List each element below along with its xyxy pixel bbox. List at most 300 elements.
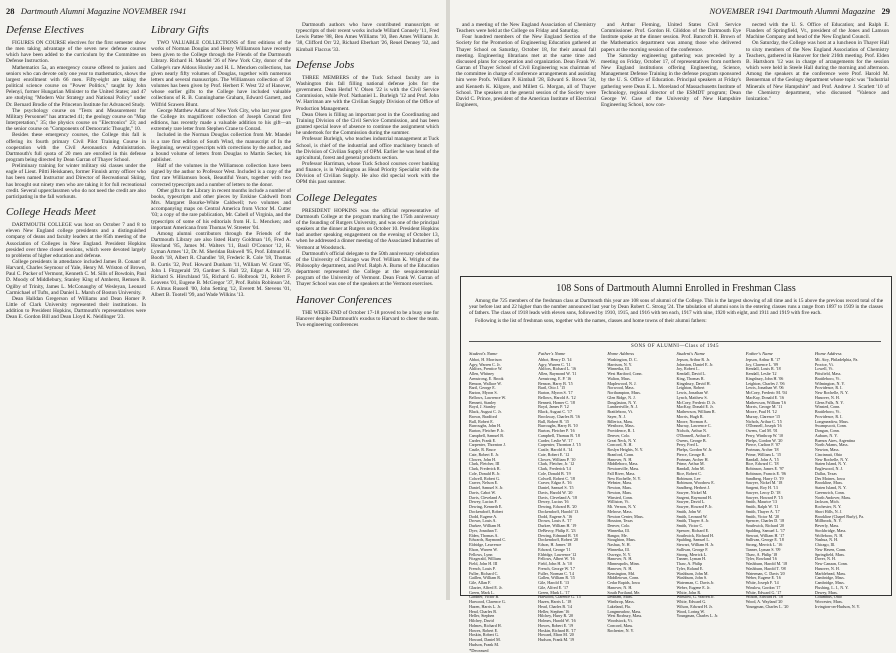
table-cell: Newtonville, Mass. [607, 466, 640, 471]
table-cell: Sayer, N. J. [607, 413, 627, 419]
table-cell: Pittsfield, Mass. [814, 371, 842, 376]
paragraph: Among the 725 members of the freshman class at Dartmouth this year are 108 sons of alumni of the College. This is the largest showing of all time and is 15 above the previous record total of the year before last and 22 higher than the number announced last year by Dean Robert C. Strong '24. The tabulation of alumni sons in the entering classes runs a range from 1897 to 1939 in the classes of fathers. The class of 1918 leads with eleven sons, followed by 1910, 1915, and 1916 with ten each, 1917 with nine, 1920 with eight, and 1911 and 1919 with five each. [469, 298, 883, 316]
table-cell: Minneapolis, Minn. [607, 561, 640, 566]
table-cell: Hazen, Harris L. Jr. [469, 603, 502, 609]
table-cell: Columbus, Ohio [814, 594, 842, 600]
table-cell: Providence, R. I. [607, 428, 635, 433]
table-cell: Newton, Mass. [814, 447, 840, 452]
table-cell: Cate, Robert E. Jr. [469, 451, 500, 457]
table-cell: Dockendorff, Robert [469, 508, 504, 514]
table-cell: Cole, Donald B. '19 [538, 470, 571, 476]
table-cell: Morris, Hugh R. [676, 413, 704, 419]
paragraph: Dartmouth authors who have contributed manuscripts or typescripts of their recent works include Willard Connely '11, Fred Lewis Pattee '88, Ben Ames Williams '10, Ben Ames Williams Jr. '38, Clifford Orr '22, Richard Eberhart '26, Reuel Denney '32, and Kimball Flaccus '33. [296, 22, 439, 53]
table-cell: Wilson, Edward H. Jr. [676, 603, 713, 609]
table-cell: Bennett, Stanley [469, 399, 497, 405]
table-cell: Burton, Fletcher P. Jr. [469, 428, 505, 433]
table-cell: Dallas, Texas [814, 470, 837, 476]
right-page-number: 29 [881, 6, 890, 16]
table-cell: Castle, R. Bruce [469, 447, 496, 452]
table-cell: Sullivan, George E. '18 [745, 537, 784, 543]
table-cell: Spalding, Samuel L. [676, 537, 710, 543]
table-cell: Harrison, N. Y. [607, 361, 633, 367]
table-cell: Holmes, Richard H. [469, 622, 502, 628]
table-cell: New Haven, Conn. [814, 546, 847, 552]
table-cell: Hanover, N. H. [814, 394, 840, 400]
table-cell: Elden, Thomas A. [469, 532, 499, 538]
table-cell: Joy, Clarence L. '09 [745, 361, 779, 367]
table-cell: Davis, Cleveland A. [469, 494, 502, 500]
table-cell: Daniel, Samuel S. '15 [538, 485, 574, 490]
table-cell: Clark, Frederick '14 [538, 466, 571, 471]
table-cell: Abbot, Henry D. '14 [538, 356, 572, 362]
table-cell: Stewart, William H. '17 [745, 532, 785, 538]
column-header: Student's Name [676, 351, 705, 356]
column-left-homes [607, 352, 673, 648]
table-cell: Kensington, Md. [607, 570, 635, 576]
table-cell: Lakeland, Fla. [607, 603, 631, 609]
table-cell: Brown, Bradford [469, 413, 497, 419]
table-cell: Dongan, Conn. [814, 428, 840, 433]
table-cell: Edward, George '11 [538, 546, 571, 552]
table-cell: Sawyer, Nickel M. [676, 489, 708, 495]
table-cell: Wilson, Edward H. '18 [745, 594, 783, 600]
table-cell: Colwell, Robert C. '18 [538, 475, 575, 481]
table-cell: Washburn, Harold T. '08 [745, 565, 786, 571]
table-cell: Field, John H. Jr. '10 [538, 561, 573, 566]
table-cell: Glen Ridge, N. J. [607, 394, 636, 400]
table-cell: Johnston, Daniel E. Jr. [676, 361, 714, 367]
left-page-number: 28 [6, 6, 15, 16]
table-cell: Castle, Harold A. '14 [538, 447, 573, 452]
table-cell: Auburn, N. Y. [814, 432, 838, 438]
table-cell: Tyler, Rowland '16 [745, 556, 777, 562]
table-cell: New Canaan, Conn. [814, 561, 848, 566]
table-cell: Dockendorff, Robert '20 [538, 537, 579, 543]
table-cell: Ahlfors, Prentice W. [469, 366, 503, 372]
table-cell: Woodstock, Vt. [607, 618, 633, 623]
table-cell: Winthrop, Mass. [607, 599, 635, 604]
table-cell: Irvington-on-Hudson, N. Y. [814, 603, 861, 609]
table-cell: Englewood, N. J. [814, 466, 844, 471]
table-cell: Southwick, Richard H. [676, 532, 715, 538]
paragraph: Dean Olsen is filling an important post in the Coordinating and Training Division of the Civil Service Commission, and has been granted special leave of absence to continue the assignment which he undertook for the Commission during the summer. [296, 111, 439, 137]
table-cell: Webster, Mass. [607, 480, 633, 486]
table-cell: Millbrook, N. Y. [814, 518, 842, 524]
table-cell: White, John R. [676, 589, 702, 595]
column-header: Home Address [814, 351, 842, 356]
table-cell: Des Moines, Iowa [814, 475, 845, 481]
table-cell: Dewey, Lucius '16 [538, 499, 569, 505]
table-cell: Dodd, Eugene A. '16 [538, 513, 573, 519]
table-cell: Houston, Texas [607, 518, 633, 524]
table-cell: Burroughs, Harry B. '10 [538, 423, 578, 429]
table-cell: Clark, Frederick R. [469, 466, 501, 471]
column-header: Father's Name [538, 351, 566, 356]
table-cell: Sandberg, Herbert J. [676, 485, 711, 490]
table-cell: Davis, Cabot W. [469, 489, 496, 495]
table-cell: Gaillen, William R. [469, 575, 502, 581]
table-cell: Smith, Ralph W. '11 [745, 504, 779, 509]
table-cell: Gardner, Victor B. [469, 594, 500, 600]
right-column-3 [746, 22, 889, 270]
table-cell: Fuller, Norman C. '14 [538, 570, 574, 576]
table-cell: Winsted, Conn. [607, 494, 633, 500]
list [815, 358, 881, 610]
table-cell: Weber, Eugene E. Jr. [676, 584, 711, 590]
table-cell: Newton, Mass. [607, 485, 633, 490]
table-cell: Rochester, N. Y. [607, 627, 634, 633]
paragraph: Preliminary training for winter military ski classes under the eagle of Lieut. Piltti Heiskanen, former Finnish army officer who has been named Instructor and Director of Recreational Skiing, has brought out ninety men who are taking it for full recreational credit. Several upperclassmen who do not need the credit are also participating in the fall workouts. [6, 163, 146, 200]
table-cell: Hanover, N. H. [607, 456, 633, 462]
table-cell: Hudson, Frank M. '19 [538, 637, 575, 642]
paragraph: DARTMOUTH COLLEGE was host on October 7 and 8 to eleven New England college presidents and a distinguished company of deans and faculty leaders at the 85th meeting of the Association of Colleges in New England. President Hopkins presided over three closed sessions, which were devoted largely to problems of higher education and defense. [6, 222, 146, 259]
table-cell: Cedar Rapids, Iowa [607, 580, 640, 585]
table-cell: Brockway, Charles B. '16 [538, 413, 580, 419]
table-cell: Providence, R. I. [814, 385, 843, 391]
table-cell: Wood, A. Wayland '20 [745, 599, 783, 604]
table-cell: Great Neck, N. Y. [607, 437, 637, 443]
table-cell: Burton, Fletcher P. '16 [538, 428, 575, 433]
table-cell: Heller, Stephen '16 [538, 608, 570, 614]
table-cell: Dewey, Lucius F. [469, 499, 498, 505]
heading-defense-electives: Defense Electives [6, 24, 84, 36]
table-cell: Brattleboro, Vt. [814, 375, 841, 381]
table-cell: Stewart, William H. Jr. [676, 542, 715, 547]
footnote-deceased: *Deceased [469, 647, 489, 653]
list [677, 358, 743, 619]
table-cell: North Andover, Mass. [814, 494, 852, 500]
table-cell: Dewing, Edmund R. '18 [538, 532, 578, 538]
paragraph: Mathematics 5a, an emergency course offered to juniors and seniors who can devote only one year to mathematics, shows the largest enrollment with 66 men. Fifty-eight are taking the political science course on "Power Politics," taught by John Pelenyi, former Hungarian Minister to the United States; and 47 are studying "Modern War Strategy and National Policy" under Dr. Bernard Brodie of the Princeton Institute for Advanced Study. [6, 64, 146, 108]
table-cell: Perry, Fred L. [676, 442, 700, 448]
table-cell: White, Edward G. [676, 599, 707, 604]
table-cell: Hudson, Frank M. [469, 641, 500, 647]
table-cell: Strong, Merrick L. '16 [745, 542, 783, 547]
table-cell: White, Edward G. '17 [745, 589, 782, 595]
paragraph: Professor Harriman, whose Tuck School courses cover banking and finance, is in Washington as Head Priority Specialist with the Division of Civilian Supply. He also did special work with the OPM this past summer. [296, 160, 439, 186]
table-cell: Melrose, Mass. [607, 508, 633, 514]
table-cell: Sandberg, Harry O. '19 [745, 475, 784, 481]
table-cell: Owens, Carl M. '01 [745, 428, 778, 433]
table-cell: Walton, Mass. [607, 375, 631, 381]
paragraph: College presidents in attendance included James B. Conant of Harvard, Charles Seymour of Yale, Henry M. Wriston of Brown, Paul C. Packer of Vermont, Kenneth C. M. Sills of Bowdoin, Paul D. Moody of Middlebury, Stanley King of Amherst, Remsen B. Ogilby of Trinity, James L. McConaughy of Wesleyan, Leonard Carmichael of Tufts, and Daniel L. Marsh of Boston University. [6, 259, 146, 296]
table-cell: Spalding, Samuel L. '17 [745, 527, 785, 533]
table-cell: DeBevoy, Philip E. '23 [538, 527, 576, 533]
table-cell: Newton Center, Mass. [607, 513, 644, 519]
left-column-1 [6, 22, 146, 596]
table-cell: Williston, Vt. [607, 499, 630, 505]
paragraph: nected with the U. S. Office of Education; and Ralph E. Flanders of Springfield, Vt., president of the Jones and Lamson Machine Company and head of the New England Council. [746, 22, 889, 41]
left-running-title: Dartmouth Alumni Magazine NOVEMBER 1941 [20, 6, 187, 16]
table-cell: O'Donnell, Joseph '16 [745, 423, 782, 429]
table-cell: Green, Mark L. '17 [538, 589, 570, 595]
paragraph: The Saturday engineering gathering was preceded by a meeting on Friday, October 17, of representatives from northern New England institutions offering Engineering, Science, Management Defense Training in the defense program sponsored by the U. S. Office of Education. Principal speakers at Friday's gathering were Dean E. L. Moreland of Massachusetts Institute of Technology, regional director of the ESMDT program; Dean George W. Case of the University of New Hampshire Engineering School, now con- [601, 52, 741, 109]
table-cell: Green, Mark L. [469, 589, 495, 595]
table-cell: North Adams, Mass. [814, 442, 849, 448]
table-cell: Cate, Robert E. '12 [538, 451, 570, 457]
right-column-2 [601, 22, 741, 270]
table-columns [469, 352, 881, 648]
table-cell: Denver, Colo. [607, 523, 631, 528]
table-cell: Lynch, Matthew S. [676, 394, 708, 400]
table-cell: O'Donnell, Arthur E. [676, 432, 711, 438]
left-column-3 [296, 22, 439, 596]
table-cell: Hanover, N. H. [814, 565, 840, 571]
table-cell: Brattleboro, Vt. [814, 409, 841, 414]
column-header: Father's Name [745, 351, 773, 356]
table-cell: Northampton, Mass. [607, 390, 641, 395]
table-cell: Spencer, Richard E. [676, 527, 710, 533]
table-cell: Eldridge, Lawrence [469, 542, 502, 547]
left-page [0, 0, 446, 600]
table-cell: New Rochelle, N. Y. [814, 390, 849, 395]
table-cell: Lewis, Jonathan W. [676, 390, 709, 395]
table-cell: Carpenter, Thornton J. '15 [538, 442, 581, 448]
table-cell: Randall, John A. '15 [745, 456, 779, 462]
table-cell: Smith, Victor M. '20 [745, 513, 780, 519]
table-cell: Cole, Donald B. Jr. [469, 470, 501, 476]
table-cell: Billerica, Mass. [607, 418, 634, 424]
table-cell: Fuller, Richard C. [469, 570, 499, 576]
column-left-students [469, 352, 535, 648]
table-cell: Nashua, N. H. [607, 542, 631, 547]
table-cell: Pierce, George R. [676, 451, 706, 457]
table-cell: Jepson, Arthur R. '17 [745, 356, 781, 362]
table-cell: Buenos Aires, Argentina [814, 437, 855, 443]
table-cell: Craver, Nelson E. [469, 480, 499, 486]
table-cell: Head, Charles B. '14 [538, 603, 572, 609]
table-cell: Waterman, C. Davis Jr. [676, 580, 715, 585]
table-cell: Sargent, Raymond H. [676, 494, 712, 500]
table-cell: Murray, Clarence '15 [745, 413, 781, 419]
paragraph: FIGURES ON COURSE electives for the first semester show the men taking advantage of the seven new defense courses which have been added to the curriculum by the Committee on Defense Instruction. [6, 40, 146, 65]
table-cell: Hanover, N. H. [607, 565, 633, 571]
right-running-title: NOVEMBER 1941 Dartmouth Alumni Magazine [709, 6, 876, 16]
table-cell: Campbell, Samuel B. [469, 432, 505, 438]
table-cell: Craver, Edgar A. '16 [538, 480, 572, 486]
table-cell: Portman, Archer '18 [745, 447, 779, 452]
table-cell: Hilchey, David [469, 618, 494, 623]
table-title: SONS OF ALUMNI—Class of 1945 [631, 344, 719, 349]
right-running-head [710, 6, 890, 16]
table-cell: Waterman, C. Davis '20 [745, 570, 785, 576]
table-cell: Robinson, Lee [676, 475, 701, 481]
table-cell: Leighton, Charles J. '06 [745, 380, 785, 386]
table-cell: Sawyer, David L. [676, 499, 706, 505]
table-cell: Howard, Elton M. '20 [538, 632, 574, 638]
table-cell: Glens Falls, N. Y. [814, 399, 844, 405]
table-cell: Gallen, William R. '15 [538, 575, 575, 581]
table-cell: Phelps, Gordon W. '20 [745, 437, 783, 443]
table-cell: Dewey, Mass. [814, 589, 838, 595]
table-cell: Springfield, Mass. [814, 551, 845, 557]
table-cell: Colwell, Robert G. [469, 475, 501, 481]
table-cell: Spencer, Charles D. '18 [745, 518, 785, 524]
table-cell: Rice, Robert C. [676, 470, 702, 476]
table-cell: Branford, Conn. [607, 451, 635, 457]
table-cell: Moore, Paul H. '12 [745, 409, 777, 414]
table-cell: Dyer, Jonathan T. [469, 527, 498, 533]
table-cell: Oswego, N. Y. [607, 551, 632, 557]
column-header: Home Address [607, 351, 635, 356]
table-cell: Smith, Maurice '13 [745, 499, 778, 505]
table-cell: White, Joseph F. '14 [745, 580, 779, 585]
table-cell: Owens, George B. [676, 437, 707, 443]
table-cell: Fellows, Lynn [469, 551, 493, 557]
table-cell: Winsted, Conn. [814, 404, 841, 410]
paragraph: Half of the volumes in the Williamson collection have been signed by the author to Professor West. Included is a copy of the first rare Williamson book, Beautiful Years, together with two corrected typescripts and a number of letters to the donor. [151, 163, 291, 188]
table-cell: Nichols, Arthur C. '15 [745, 418, 782, 424]
table-cell: Murray, Lawrence C. [676, 423, 712, 429]
table-cell: South Portland, Me. [607, 589, 641, 595]
table-cell: Glazier, Alfred E. Jr. [469, 584, 503, 590]
table-cell: Bull, Robert B. '15 [538, 418, 570, 424]
table-cell: Black, August C. Jr. [469, 409, 502, 414]
table-cell: Thaw, A. Philip '18 [745, 551, 778, 557]
table-cell: Carder, Leslie W. '17 [538, 437, 573, 443]
column-header: Student's Name [469, 351, 498, 356]
table-cell: Howes, Robert E. [469, 627, 499, 633]
table-cell: Prime, William L. '15 [745, 451, 782, 457]
table-cell: Gile, Alfred E. '17 [538, 584, 569, 590]
table-cell: Robinson, Woodrow E. [676, 480, 715, 486]
table-cell: Barton, Myron S. [469, 390, 498, 395]
table-cell: Kendall, David L. [676, 371, 707, 376]
alumni-sons-table [469, 341, 881, 653]
table-cell: Strong, Merrick L. [676, 551, 708, 557]
paragraph: Four hundred members of the New England Section of the Society for the Promotion of Engineering Education gathered at Thayer School on Saturday, October 18, for their annual fall meeting. Engineering librarians met at the same time and discussed plans for cooperation and organization. Dean Frank W. Garran of Thayer School of Civil Engineering was chairman of the committee in charge of conference arrangements and assisting him were Profs. William P. Kimball '28, Edward S. Brown '34, and Kenneth K. Kilgore, and Millett G. Morgan, all of Thayer School. The speakers at the general session of the Society were David C. Prince, president of the American Institute of Electrical Engineers, [456, 34, 596, 109]
table-cell: Elson, Warren W. [469, 546, 498, 552]
column-right-fathers [746, 352, 812, 648]
table-cell: Ahlfors, Richard L. '16 [538, 366, 577, 372]
table-cell: Clark, Fletcher, Jr. '12 [538, 461, 575, 467]
table-cell: Dewing, Kenneth E. [469, 504, 503, 509]
table-cell: Youngman, Charles L. '20 [745, 603, 789, 609]
table-cell: Lowell, Vt. [814, 366, 834, 372]
table-cell: King, Thomas R. [676, 375, 705, 381]
table-cell: New Rochelle, N. Y. [607, 475, 641, 481]
table-cell: Bellows, Harold A. '12 [538, 394, 576, 400]
table-cell: French, Louis P. [469, 565, 496, 571]
table-cell: Cambridge, Mass. [814, 580, 845, 585]
table-cell: Davis, Cleveland A. '18 [538, 494, 577, 500]
table-cell: Swampscott, Conn. [814, 423, 847, 429]
table-cell: Brookline, Mass. [814, 480, 843, 486]
table-cell: Kingsbury, John H. '06 [745, 375, 784, 381]
paragraph: THREE MEMBERS of the Tuck School faculty are in Washington this fall filling national defense jobs for the government. Dean Herluf V. Olsen '22 is with the Civil Service Commission, while Prof. Nathaniel L. Burleigh '12 and Prof. John W. Harriman are with the Civilian Supply Division of the Office of Production Management. [296, 74, 439, 112]
table-cell: Hanover, N. H. [607, 556, 633, 562]
table-cell: Barton, Myron S. '17 [538, 390, 573, 395]
table-cell: Allen, Whitney [469, 371, 495, 376]
table-cell: Mt. Vernon, N. Y. [607, 504, 637, 509]
table-cell: Roslyn Heights, N. Y. [607, 447, 644, 452]
box-title: 108 Sons of Dartmouth Alumni Enrolled in Freshman Class [556, 283, 796, 294]
table-cell: Tyler, Roland E. [676, 565, 704, 571]
table-cell: Flushing, L. I., N. Y. [814, 584, 849, 590]
table-cell: Sullivan, George F. [676, 546, 709, 552]
table-cell: Holmes, Harold W. '16 [538, 618, 576, 623]
table-cell: Hilchey, Harry R. '20 [538, 613, 574, 619]
table-cell: Mt. Airy, Philadelphia, Pa. [814, 356, 859, 362]
paragraph: Among alumni contributors through the Friends of the Dartmouth Library are also listed Harry Goldman '16, Fred A. Howland '85, James M. Walters '11, Basil O'Connor '12, H. Lyman Armes '12, Dr. M. Sheridan Bakwell '95, Prof. Edmund H. Booth '18, Albert R. Chandler '18, Frederic R. Cole '18, Thomas B. Curtis '32, Prof. Howard Dunham '11, William W. Grant '05, John I. Fitzgerald '29, Gardner S. Hall '22, Edgar A. Hill '29, Richard S. Hirschland '35, Richard G. Holbrook '21, Robert F. Leavens '01, Eugene B. McGregor '37, Prof. Robin Robinson '24, F. Almus Russell '00, John Setting '12, Everett M. Stevens '01, Albert B. Tootell '99, and Wade Wilkins '13. [151, 230, 291, 299]
table-cell: Douglaston, N. Y. [607, 399, 637, 405]
table-cell: Robinson, James E. '97 [745, 466, 784, 471]
table-cell: Allen, Raymond W. '11 [538, 371, 577, 376]
table-cell: Stockbridge, Mass. [814, 527, 847, 533]
table-cell: Smith, Thayer A. '17 [745, 508, 780, 514]
table-cell: Rochester, N. Y. [814, 504, 842, 509]
paragraph: THE WEEK-END of October 17-18 proved to be a busy one for Hanover despite Dartmouth's exodus to Harvard to cheer the team. Two engineering conferences [296, 309, 439, 328]
table-cell: Daniel, Samuel S. Jr. [469, 485, 504, 490]
paragraph: Other gifts to the Library in recent months include a number of books, typescripts and other pieces by Erskine Caldwell from Mrs. Margaret Bourke-White Caldwell; two volumes and accompanying maps on Central America from Victor M. Cutter '03; a copy of the rare publication, Mr. Cabell of Virginia, and the typescripts of some of his editorials from H. L. Mencken; and important Americana from Thomas W. Streeter '04. [151, 187, 291, 231]
paragraph: Dean Halldan Gregerson of Williams and Dean Homer P. Little of Clark University represented their institutions. In addition to President Hopkins, Dartmouth's representatives were Dean E. Gordon Bill and Dean Lloyd K. Neidlinger '23. [6, 295, 146, 321]
list [746, 358, 812, 610]
table-cell: Newton, Mass. [607, 489, 633, 495]
paragraph: PRESIDENT HOPKINS was the official representative of Dartmouth College at the program marking the 175th anniversary of the founding of Rutgers University, and was one of the principal speakers at the dinner at Rutgers on October 10. President Hopkins had another speaking engagement on the evening of October 13, when he addressed a dinner meeting of the Associated Industries of Vermont at Woodstock. [296, 207, 439, 251]
table-cell: Dewing, Edward B. '20 [538, 504, 577, 509]
table-cell: Prime, Arthur M. [676, 461, 705, 467]
list [469, 358, 535, 648]
table-cell: Perry, Winthrop W. '10 [745, 432, 784, 438]
table-cell: Harwood, Clarence G. '15 [538, 594, 581, 600]
table-cell: Durkee, William H. '19 [538, 523, 577, 528]
table-cell: Agry, Warren C. Jr. [469, 361, 501, 367]
table-cell: Kingsbury, David H. [676, 380, 711, 386]
table-cell: Dedham, Mass. [607, 594, 633, 600]
table-cell: Abbot, H. Morrison [469, 356, 502, 362]
table-cell: Boyd, James P. '12 [538, 404, 569, 410]
paragraph: Included in the Norman Douglas collection from Mr. Mandel is a rare first edition of South Wind, the manuscript of In the Beginning, several typescripts with corrections by the author, and a bound volume of letters from Douglas to Martin Secker, his publisher. [151, 132, 291, 163]
table-cell: Eldridge, Lawrence '12 [538, 551, 577, 557]
paragraph: George Matthew Adams of New York City, who last year gave the College its magnificent collection of Joseph Conrad first editions, has recently made a valuable addition to his gift—an extremely rare letter from Stephen Crane to Conrad. [151, 107, 291, 133]
table-cell: Winnetka, Ill. [607, 527, 630, 533]
table-cell: Clowes, John H. [469, 456, 497, 462]
paragraph: The psychology course on "Tests and Measurement for Military Personnel" has attracted 41; the geology course on "Map Interpretation," 35; the physics course on "Electronics" 23; and the senior course on "Components of Democratic Thought," 10. [6, 107, 146, 133]
table-cell: Fellows, Albert W. '16 [538, 556, 575, 562]
table-cell: Proctor, Vt. [814, 361, 834, 367]
table-cell: Smith, Thayer A. Jr. [676, 518, 710, 524]
table-cell: Brattleboro, Vt. [607, 409, 634, 414]
table-cell: Edson, H. James '18 [538, 542, 572, 547]
table-cell: Drown, Louis A. '17 [538, 518, 572, 524]
table-cell: Dockendorff, Harold '13 [538, 508, 579, 514]
paragraph: and Arthur Fleming, United States Civil Service Commissioner. Prof. Gordon H. Gliddon of the Dartmouth Eye Institute spoke at the dinner session. Prof. Bancroft H. Brown of the Mathematics department was among those who delivered papers at the morning session of the conference. [601, 22, 741, 53]
alumni-sons-box [460, 276, 892, 653]
table-cell: Middleboro, Mass. [607, 461, 639, 467]
table-cell: Concord, Mass. [607, 622, 634, 628]
table-cell: Hoskin, Robert G. [469, 632, 500, 638]
table-cell: Denver, Colo. [607, 432, 631, 438]
table-cell: Harwood, Clarence G. [469, 599, 506, 604]
table-cell: Drown, Louis A. [469, 518, 497, 524]
table-cell: Carder, Frank E. [469, 437, 497, 443]
table-cell: Phelps, Gordon W. Jr. [676, 447, 713, 452]
table-cell: Sawyer, Howard P. Jr. [676, 504, 713, 509]
table-cell: Smith, John W. [676, 508, 702, 514]
table-cell: Howes, Robert E. '19 [538, 622, 574, 628]
table-cell: Gile, Allan F. [469, 580, 491, 585]
table-cell: Smith, Leonard W. [676, 513, 708, 519]
table-cell: Armstrong, E. Brook [469, 375, 504, 381]
table-cell: Washburn, John M. [676, 570, 709, 576]
table-cell: Norwood, Mass. [607, 385, 635, 391]
table-cell: Winnetka, Ill. [607, 366, 630, 372]
table-cell: Southwick, Richard '20 [745, 523, 785, 528]
table-cell: Campbell, Thomas B. '18 [538, 432, 580, 438]
table-cell: Tanner, Lyman S. '09 [745, 546, 781, 552]
heading-college-heads-meet: College Heads Meet [6, 206, 96, 219]
table-cell: Brookline (Chapel Burly), Pa. [814, 513, 865, 519]
